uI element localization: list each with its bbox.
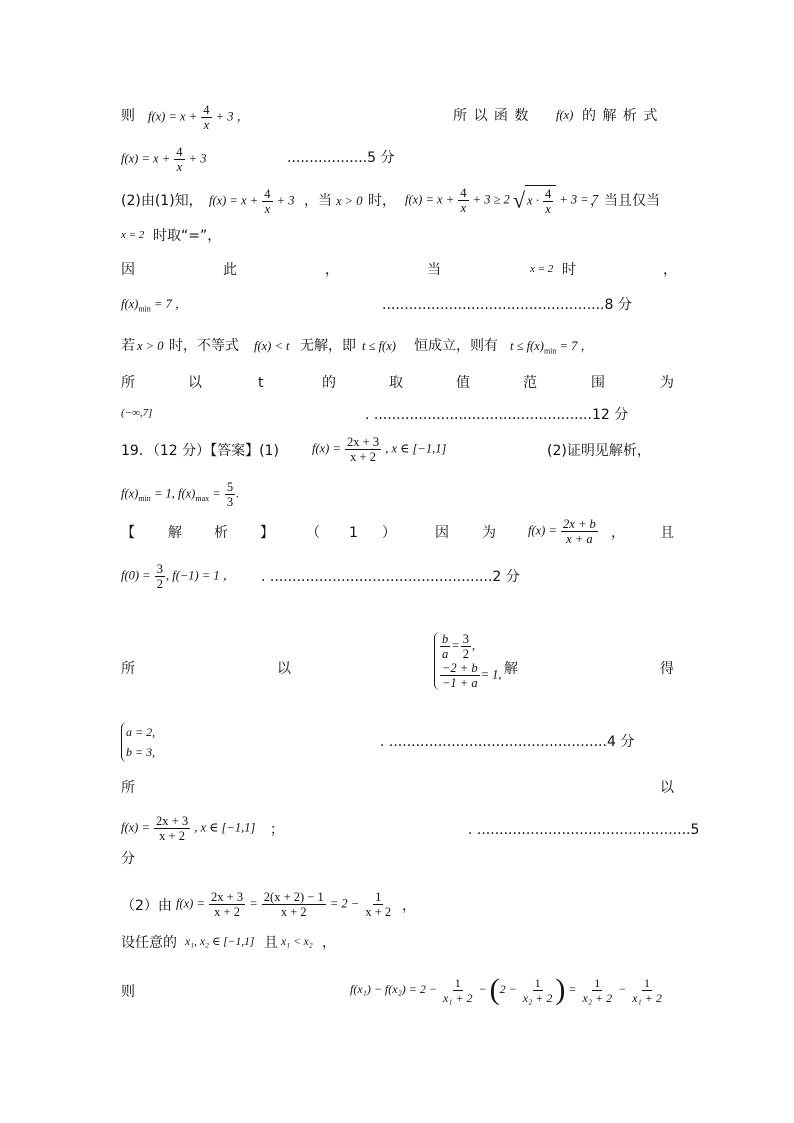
text-part: 解 [504, 661, 518, 677]
formula-conditions [121, 562, 235, 591]
formula-part: x · [527, 193, 539, 208]
formula-part: + 3 [188, 151, 207, 166]
numerator: 2(x + 2) − 1 [263, 890, 324, 904]
formula-part: , f(−1) = 1 ， [165, 568, 236, 583]
text-part: 析 [214, 525, 228, 541]
formula-part: + 3 ， [215, 109, 250, 124]
formula-part: f(x) < t [254, 339, 290, 353]
formula-fmin [510, 340, 593, 356]
text-part: 所 [121, 661, 135, 677]
score-12: . .................................................12 分 [365, 407, 629, 423]
numerator: 4 [176, 145, 183, 159]
fraction [630, 976, 664, 1005]
text-part: 分 [121, 851, 135, 867]
subscript: min [138, 304, 151, 314]
text-part: 所 [121, 375, 135, 391]
formula-transform [176, 890, 394, 919]
score-4: . .................................................4 分 [380, 734, 635, 750]
fraction [155, 562, 165, 591]
formula-part: f(x) [121, 297, 139, 311]
text-part: （2）由 [121, 898, 172, 914]
fraction [225, 480, 235, 509]
formula-part: − [478, 981, 487, 996]
formula-part: + 3 = 7 [559, 192, 599, 207]
numerator: b [442, 632, 449, 646]
formula-part: f(x) = x + [209, 193, 259, 208]
denominator: x₂ + 2 [522, 990, 553, 1005]
formula-part: . [236, 486, 240, 501]
denominator: x [545, 202, 551, 216]
denominator: x + 2 [280, 905, 307, 919]
denominator: x + 2 [365, 905, 392, 919]
denominator: 3 [226, 495, 234, 509]
denominator: x + 2 [214, 905, 240, 919]
formula-fx-def [148, 103, 249, 132]
formula-part: 2 − [499, 981, 517, 996]
formula-part: = [568, 981, 577, 996]
text-part: 【 [121, 525, 135, 541]
text-part: ， [402, 898, 416, 914]
score-5: ..................5 分 [287, 150, 395, 166]
formula-part: x > 0 [336, 194, 363, 208]
fraction [345, 435, 381, 464]
numerator: 1 [534, 975, 541, 990]
numerator: 2x + 3 [211, 890, 244, 904]
text-part: 时，不等式 [169, 338, 239, 354]
text-part: 以 [660, 780, 674, 796]
formula-inequality [405, 185, 598, 216]
formula-part: f(0) = [121, 568, 151, 583]
text-part: 19．（12 分）【答案】(1) [121, 443, 279, 459]
fraction [561, 517, 598, 546]
denominator: x [460, 201, 467, 215]
text-part: 设任意的 [121, 935, 177, 951]
formula-part: f(x) = x + [121, 151, 171, 166]
text-part: 因 [435, 525, 449, 541]
score-8: ..................................................8 分 [382, 297, 632, 313]
equation-system [434, 632, 502, 690]
fraction [201, 103, 211, 132]
text-part: 恒成立，则有 [414, 338, 498, 354]
brace-system [121, 722, 155, 762]
system-row: a = 2, [126, 725, 156, 739]
text-part: 取 [389, 375, 403, 391]
fraction [440, 632, 450, 661]
text-part: 1 [349, 525, 358, 541]
formula-general [528, 517, 599, 546]
fraction [458, 186, 468, 215]
radicand [525, 185, 556, 216]
fraction [209, 890, 245, 919]
numerator: −2 + b [442, 661, 478, 675]
text-part: 因 [121, 262, 135, 278]
numerator: 4 [460, 186, 467, 200]
text-part: 则 [121, 984, 135, 1000]
text-part: 时 [562, 262, 576, 278]
formula-part: , x ∈ [−1,1] [385, 441, 447, 456]
formula-part: = 1, f(x) [153, 486, 196, 501]
formula-part: t ≤ f(x) [510, 339, 544, 353]
numerator: 4 [203, 103, 210, 117]
denominator: x₂ + 2 [582, 990, 613, 1005]
text-suoyi: 所 以 函 数 [453, 108, 530, 124]
text-part: 得 [660, 661, 674, 677]
formula-part: + 3 [276, 193, 295, 208]
text-part: 为 [482, 525, 496, 541]
numerator: 2x + 3 [156, 814, 189, 828]
text-part: ， [322, 935, 336, 951]
denominator: −1 + a [442, 676, 478, 690]
subscript: max [195, 493, 210, 503]
text-part: (2)由(1)知， [121, 193, 203, 209]
score-5: . ................................................5 [468, 822, 700, 838]
text-part: 此 [223, 262, 237, 278]
denominator: a [442, 647, 449, 661]
formula-part: f(x) = x + [148, 109, 198, 124]
text-part: ，当 [304, 193, 332, 209]
subscript: min [138, 493, 151, 503]
text-ze: 则 [121, 108, 135, 124]
formula-part: , x ∈ [−1,1] [194, 820, 256, 835]
denominator: 2 [156, 577, 163, 591]
text-part: 以 [188, 375, 202, 391]
numerator: 2x + b [563, 517, 596, 531]
formula-fmin [121, 298, 187, 314]
text-part: 若 [121, 338, 135, 354]
fraction [262, 187, 272, 216]
text-part: ， [325, 262, 339, 278]
formula-part: f(x₁) − f(x₂) = 2 − [350, 981, 437, 996]
fraction [521, 976, 555, 1005]
text-part: 为 [660, 375, 674, 391]
formula-part: x₁ < x₂ [281, 936, 313, 948]
subscript: min [543, 346, 557, 356]
text-part: t [258, 375, 264, 391]
formula-part: f(x) = [312, 441, 341, 456]
formula-part: f(x) [121, 486, 139, 501]
numerator: 4 [264, 187, 271, 201]
fraction [154, 814, 190, 843]
text-part: 的 [322, 375, 336, 391]
formula-fx-def [121, 145, 206, 174]
numerator: 1 [375, 890, 382, 904]
denominator: x + a [566, 532, 593, 546]
text-part: 当 [427, 262, 441, 278]
formula-part: = 7 ， [153, 297, 188, 311]
text-part: 且 [264, 935, 278, 951]
numerator: 1 [594, 975, 601, 990]
text-part: 且 [660, 525, 674, 541]
text-part: ； [270, 822, 284, 838]
brace-system [434, 632, 502, 690]
formula-part: f(x) = [528, 523, 557, 538]
text-part: 】 [260, 525, 274, 541]
formula-part: + 3 ≥ 2 [472, 192, 510, 207]
fraction [440, 661, 480, 690]
formula-part: (−∞,7] [121, 407, 153, 419]
score-2: . ..................................................2 分 [261, 569, 520, 585]
formula-part: = [249, 896, 258, 911]
formula-extrema [121, 480, 239, 509]
fraction [262, 890, 326, 919]
text-part: （ [306, 525, 320, 541]
formula-part: x = 2 [121, 229, 145, 241]
formula-part: , [471, 638, 476, 653]
system-row [439, 661, 502, 690]
denominator: x [203, 118, 210, 132]
formula-part: x₁, x₂ ∈ [−1,1] [185, 936, 255, 948]
numerator: 1 [454, 975, 461, 990]
sqrt-icon: √ [512, 187, 526, 213]
fraction [581, 976, 615, 1005]
formula-answer [312, 435, 446, 464]
formula-fx: f(x) [556, 108, 574, 122]
denominator: x₁ + 2 [632, 990, 662, 1005]
text-part: 解 [168, 525, 182, 541]
solution-system [121, 722, 155, 762]
formula-fx-def [209, 187, 294, 216]
denominator: x + 2 [159, 829, 185, 843]
numerator: 1 [644, 975, 651, 990]
text-part: ， [663, 262, 677, 278]
paren-right: ) [555, 973, 566, 1006]
system-row [439, 632, 502, 661]
numerator: 3 [462, 632, 469, 646]
text-part: 时， [368, 193, 396, 209]
formula-part: x > 0 [137, 339, 164, 353]
text-part: 时取“=”， [153, 228, 222, 244]
fraction [461, 632, 471, 661]
denominator: x₁ + 2 [442, 990, 473, 1005]
text-part: 所 [121, 780, 135, 796]
fraction [174, 145, 184, 174]
formula-part: f(x) = [121, 820, 150, 835]
numerator: 5 [226, 480, 234, 494]
text-part: (2)证明见解析， [547, 443, 651, 459]
formula-part: = 2 − [329, 896, 360, 911]
fraction [441, 976, 475, 1005]
formula-part: f(x) = x + [405, 192, 455, 207]
text-part: 值 [456, 375, 470, 391]
text-part: ， [611, 525, 625, 541]
text-part: 围 [591, 375, 605, 391]
text-part: ） [382, 525, 396, 541]
denominator: x [176, 160, 183, 174]
fraction [543, 187, 553, 216]
formula-part: = [451, 638, 460, 653]
formula-part: f(x) = [176, 896, 205, 911]
fraction [363, 890, 393, 919]
numerator: 2x + 3 [347, 435, 380, 449]
formula-part: t ≤ f(x) [362, 339, 396, 353]
numerator: 4 [544, 187, 552, 201]
text-part: ，当且仅当 [590, 193, 660, 209]
formula-difference [350, 975, 665, 1005]
text-part: 无解，即 [300, 338, 356, 354]
denominator: x [264, 202, 271, 216]
formula-result [121, 814, 255, 843]
text-part: 以 [277, 661, 291, 677]
paren-left: ( [489, 973, 500, 1006]
text-part: 范 [523, 375, 537, 391]
denominator: 2 [462, 647, 469, 661]
denominator: x + 2 [350, 450, 376, 464]
numerator: 3 [156, 562, 163, 576]
formula-part: = 7 ， [559, 339, 593, 353]
formula-part: = [212, 486, 221, 501]
formula-part: = 1, [480, 667, 502, 682]
formula-part: − [618, 981, 627, 996]
system-row: b = 3, [126, 745, 156, 759]
formula-part: x = 2 [530, 263, 554, 275]
text-jiexi: 的 解 析 式 [582, 108, 659, 124]
